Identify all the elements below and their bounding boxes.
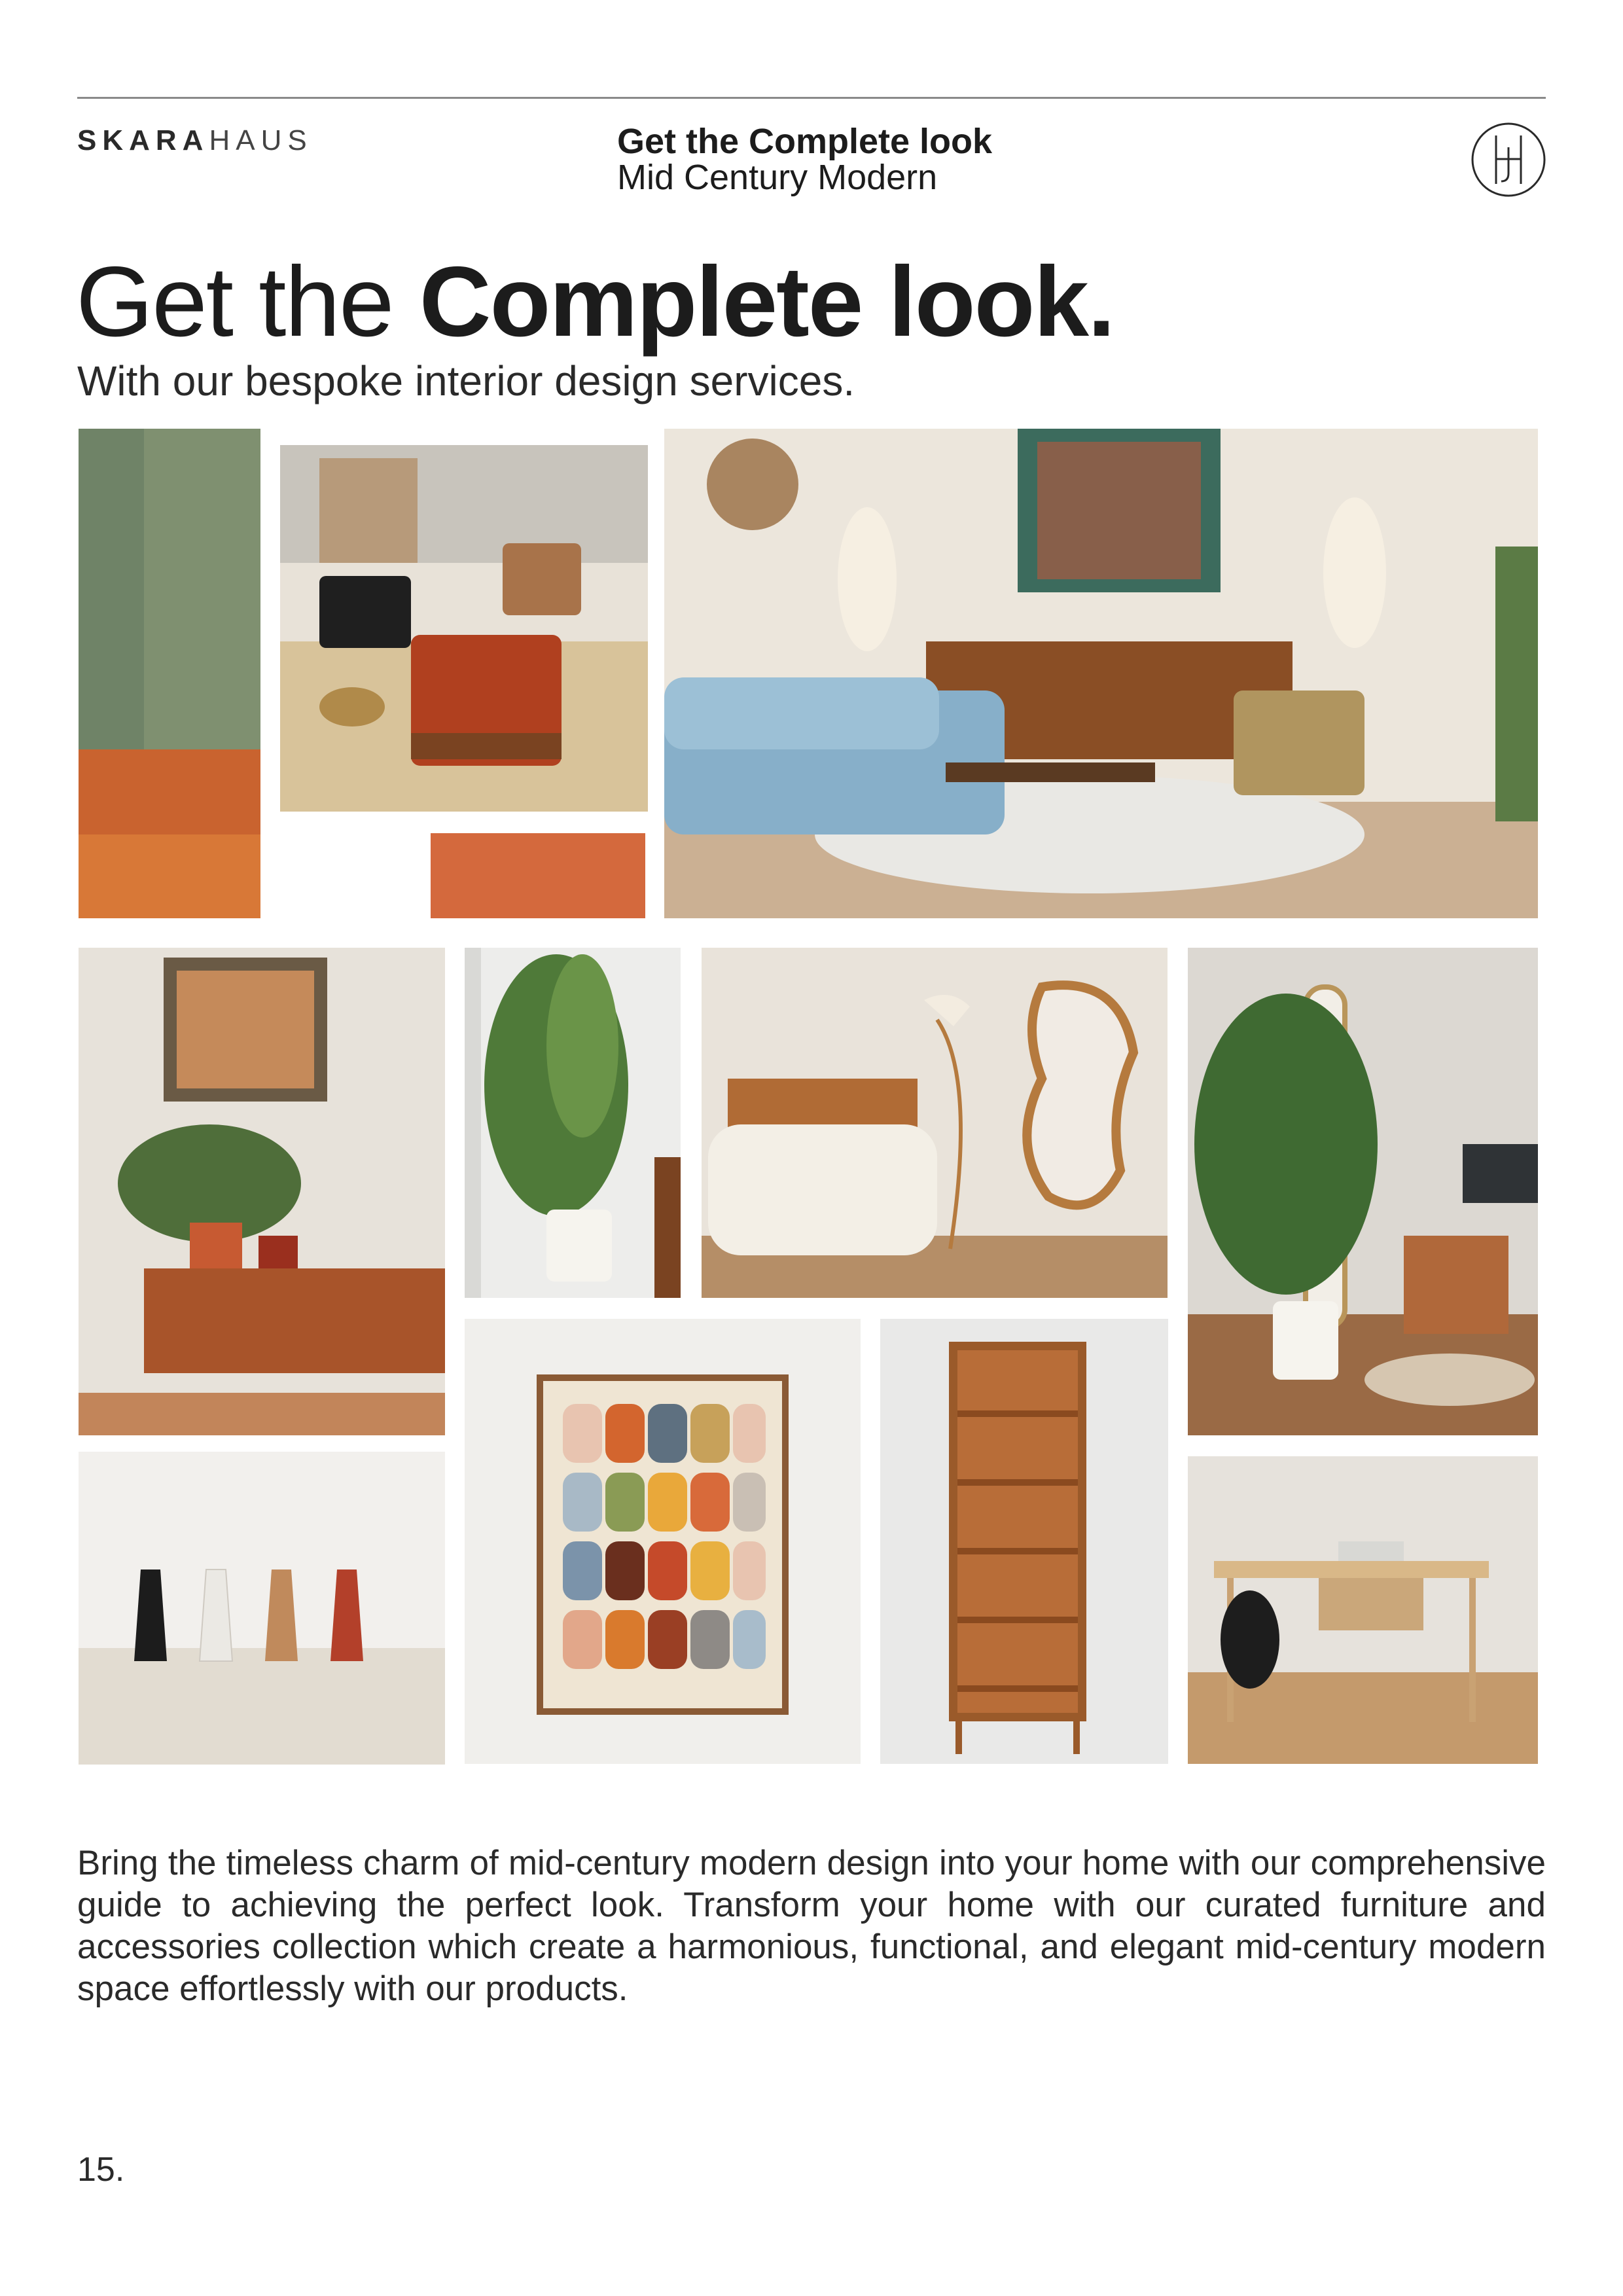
rug-swatch-image (79, 429, 260, 918)
armchairs-photo (280, 445, 648, 812)
header-rule (77, 97, 1546, 99)
bookshelf-photo (880, 1319, 1168, 1764)
sideboard-photo (79, 948, 445, 1435)
desk-photo (1188, 1456, 1538, 1764)
header-title: Get the Complete look (617, 122, 993, 161)
page-headline: Get the Complete look. (76, 246, 1115, 357)
plant-photo (465, 948, 681, 1298)
vases-photo (79, 1452, 445, 1765)
header-subtitle: Mid Century Modern (617, 158, 938, 197)
page-number: 15. (77, 2151, 125, 2189)
living-room-photo (664, 429, 1538, 918)
terracotta-swatch (431, 833, 645, 918)
brand-wordmark: SKARAHAUS (77, 124, 313, 156)
monogram-logo-icon (1470, 121, 1547, 198)
description-paragraph: Bring the timeless charm of mid-century modern design into your home with our comprehensive guide to achieving the perfect look. Transform your home with our curated furniture and accessories collection which create a harmonious, functional, and elegant mid-century modern space effortlessly with our products. (77, 1844, 1546, 2008)
sofa-mirror-photo (702, 948, 1168, 1298)
plant-cabinet-photo (1188, 948, 1538, 1435)
page-subheadline: With our bespoke interior design services. (77, 357, 855, 404)
art-print-photo (465, 1319, 861, 1764)
